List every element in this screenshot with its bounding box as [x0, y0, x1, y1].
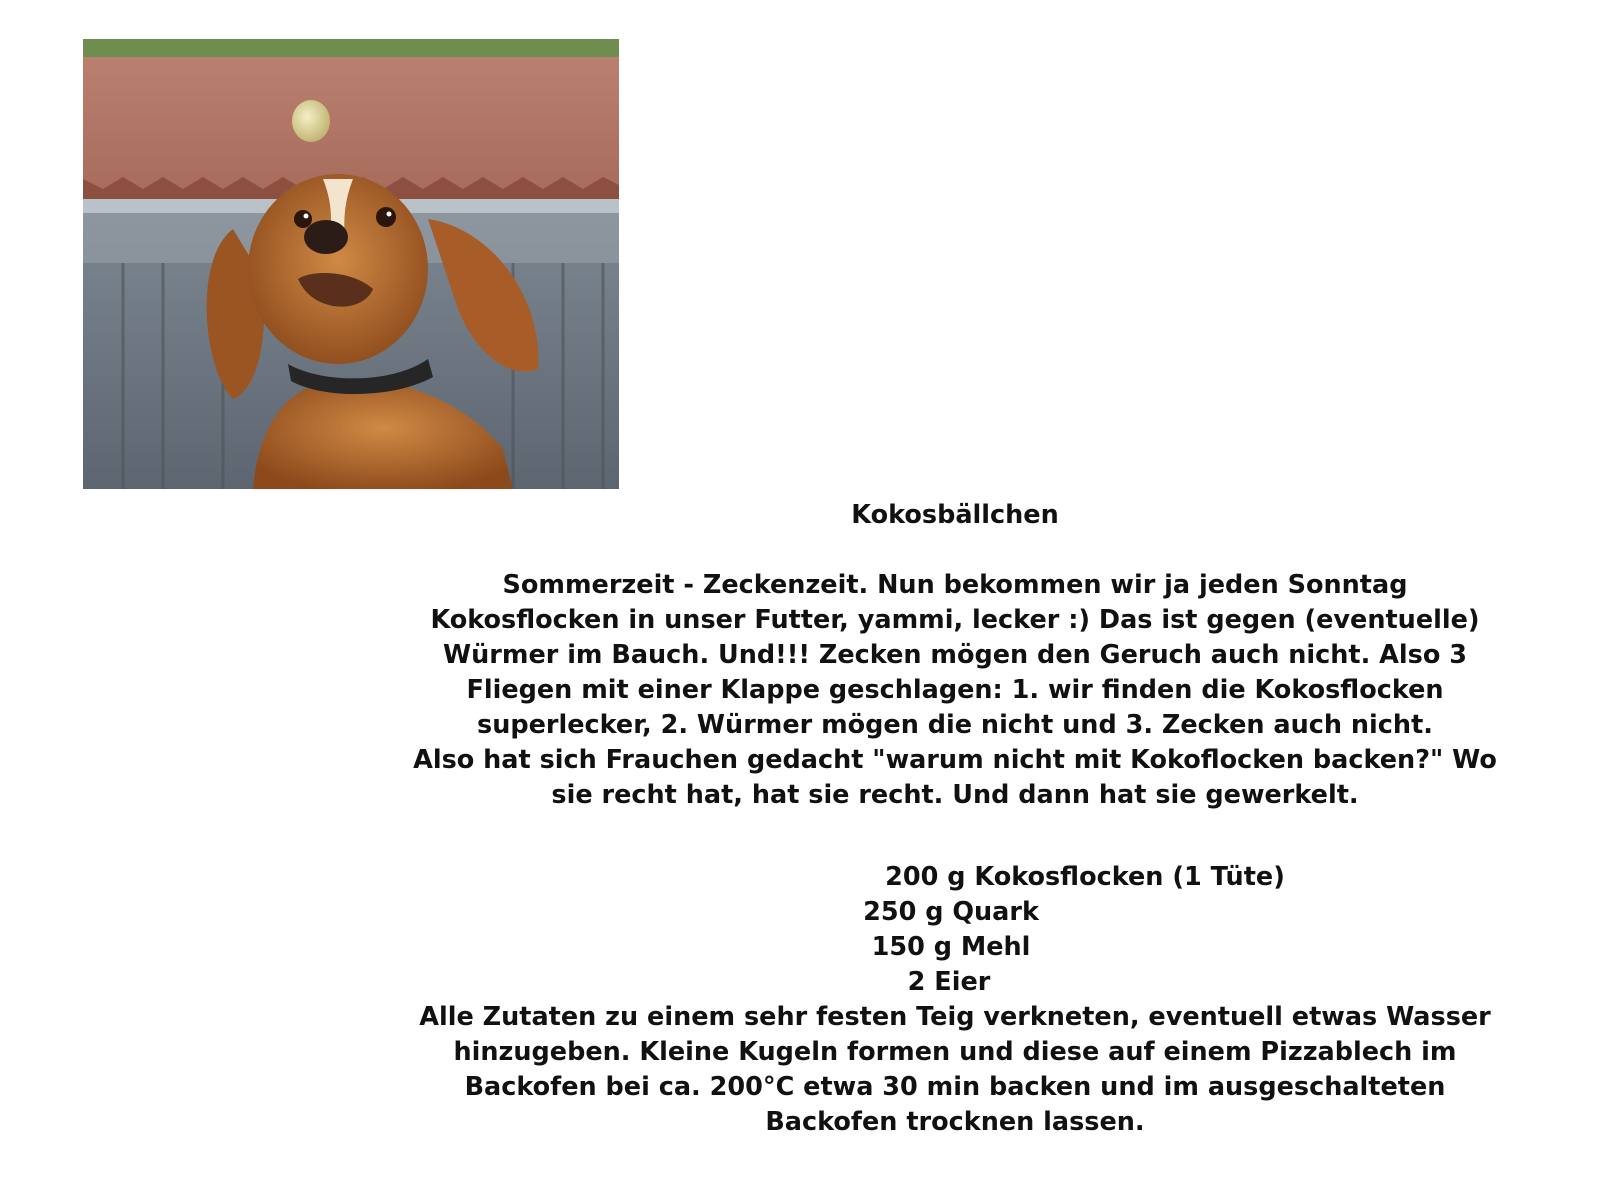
- intro-paragraph: Also hat sich Frauchen gedacht "warum nicht mit Kokoflocken backen?" Wo sie recht hat, hat sie recht. Und dann hat sie gewerkelt.: [413, 745, 1497, 810]
- instructions-text: Alle Zutaten zu einem sehr festen Teig verkneten, eventuell etwas Wasser hinzugeben. Kleine Kugeln formen und diese auf einem Pizzablech im Backofen bei ca. 200°C etwa 30 min backen und im ausgeschalteten Backofen trocknen lassen.: [419, 1002, 1491, 1137]
- intro-paragraph: Sommerzeit - Zeckenzeit. Nun bekommen wir ja jeden Sonntag Kokosflocken in unser Futter, yammi, lecker :) Das ist gegen (eventuelle) Würmer im Bauch. Und!!! Zecken mögen den Geruch auch nicht. Also 3 Fliegen mit einer Klappe geschlagen: 1. wir finden die Kokosflocken superlecker, 2. Würmer mögen die nicht und 3. Zecken auch nicht.: [430, 570, 1480, 740]
- ingredient-item: 150 g Mehl: [871, 932, 1031, 962]
- intro-text: [405, 568, 1505, 813]
- dog-photo: [83, 39, 619, 489]
- ingredient-item: 200 g Kokosflocken (1 Tüte): [885, 862, 1285, 892]
- recipe-title: Kokosbällchen: [851, 500, 1059, 530]
- ingredient-item: 250 g Quark: [863, 897, 1039, 927]
- ingredient-list: [405, 860, 1505, 1000]
- ingredient-item: 2 Eier: [907, 967, 991, 997]
